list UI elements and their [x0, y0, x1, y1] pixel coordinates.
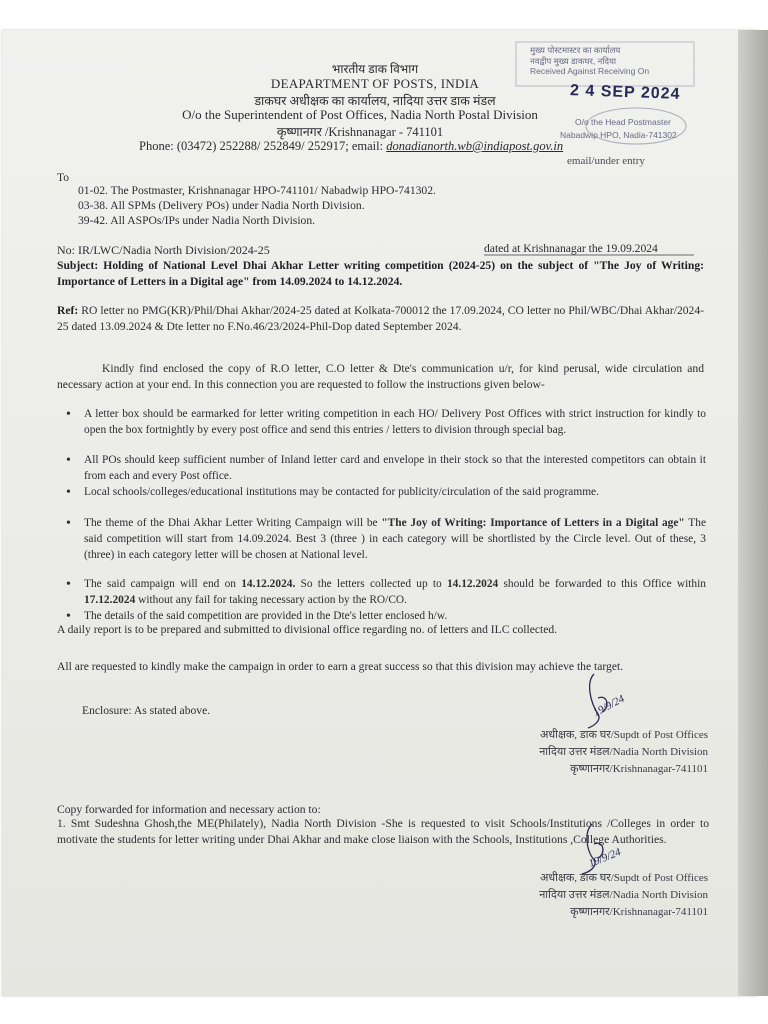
recipient-2: 03-38. All SPMs (Delivery POs) under Nadia North Division.: [78, 199, 365, 212]
bullet-text-5g: without any fail for taking necessary action by the RO/CO.: [135, 593, 407, 606]
intro-text: Kindly find enclosed the copy of R.O letter, C.O letter & Dte's communication u/r, for kind perusal, wide circulation and necessary action at your end. In this connection you are requested to follow the instructions given below-: [57, 362, 704, 391]
signature-date: 19/9/24: [591, 692, 627, 720]
enclosure: Enclosure: As stated above.: [82, 704, 211, 717]
subject: [57, 258, 704, 290]
stamp-date: 2 4 SEP 2024: [569, 82, 681, 103]
copy-item-text: 1. Smt Sudeshna Ghosh,the ME(Philately), Nadia North Division -She is requested to visit Schools/Institutions /Colleges in order to motivate the students for letter writing under Dhai Akhar and make close liaison with the Schools, Institutions ,College Authorities.: [57, 817, 709, 846]
email-link[interactable]: donadianorth.wb@indiapost.gov.in: [386, 139, 564, 153]
email-note: email/under entry: [567, 155, 645, 167]
office-hindi: डाकघर अधीक्षक का कार्यालय, नादिया उत्तर डाक मंडल: [254, 94, 496, 108]
bullet-text-4b: "The Joy of Writing: Importance of Letters in a Digital age": [381, 517, 685, 529]
list-item: [66, 407, 706, 439]
bullet-text-3: Local schools/colleges/educational institutions may be contacted for publicity/circulation of the said programme.: [84, 486, 599, 498]
to-label: To: [57, 171, 70, 184]
date-underline: [484, 254, 696, 257]
letter-number: No: IR/LWC/Nadia North Division/2024-25: [57, 243, 270, 257]
bullet-icon: •: [66, 516, 71, 531]
office-name: O/o the Superintendent of Post Offices, Nadia North Postal Division: [182, 107, 538, 122]
daily-report: A daily report is to be prepared and submitted to divisional office regarding no. of letters and ILC collected.: [57, 623, 558, 636]
bullet-icon: •: [66, 485, 71, 500]
stamp-line2: नवद्वीप मुख्य डाकघर, नदिया: [530, 56, 617, 66]
office-address: कृष्णानगर /Krishnanagar - 741101: [276, 125, 444, 139]
bullet-text-5e: should be forwarded to this Office within: [498, 578, 706, 590]
bullet-text-2: All POs should keep sufficient number of Inland letter card and envelope in their stock so that the interested competitors can obtain it from each and every Post office.: [84, 454, 706, 482]
scan-edge: [738, 30, 768, 996]
intro-paragraph: [57, 361, 704, 393]
dept-hindi: भारतीय डाक विभाग: [331, 62, 419, 76]
ref-label: Ref:: [57, 304, 82, 317]
letter-date: dated at Krishnanagar the 19.09.2024: [484, 242, 658, 255]
list-item: [66, 577, 706, 609]
bullet-text-1: A letter box should be earmarked for letter writing competition in each HO/ Delivery Post Offices with strict instruction for kindly to open the box fortnightly by every post office and send this entries / letters to division through special bag.: [84, 408, 706, 436]
bullet-text-6: The details of the said competition are provided in the Dte's letter enclosed h/w.: [84, 610, 448, 622]
bullet-text-5f: 17.12.2024: [84, 593, 136, 606]
bullet-icon: •: [66, 577, 71, 592]
list-item: [66, 485, 706, 501]
recipient-1: 01-02. The Postmaster, Krishnanagar HPO-741101/ Nabadwip HPO-741302.: [78, 184, 436, 197]
bullet-icon: •: [66, 609, 71, 624]
list-item: [66, 516, 706, 563]
signatory-title: अधीक्षक, डाक घर/Supdt of Post Offices: [539, 872, 708, 884]
signatory-location: कृष्णानगर/Krishnanagar-741101: [570, 906, 708, 918]
bullet-text-5a: The said campaign will end on: [84, 578, 242, 590]
bullet-text-5d: 14.12.2024: [446, 578, 499, 590]
bullet-text-4c: The said competition will start from 14.09.2024. Best 3 (three ) in each category will be shortlisted by the Circle level. Out of these, 3 (three) in each category letter will be chosen at National level.: [84, 517, 706, 561]
stamp-line4: O/o the Head Postmaster: [575, 117, 671, 127]
bullet-text-5c: So the letters collected up to: [295, 578, 447, 590]
subject-text: Holding of National Level Dhai Akhar Letter writing competition (2024-25) on the subject of "The Joy of Writing: Importance of Letters in a Digital age" from 14.09.2024 to 14.12.2024.: [57, 259, 704, 288]
bullet-text-5b: 14.12.2024.: [241, 578, 296, 590]
phone-text: Phone: (03472) 252288/ 252849/ 252917; email:: [139, 139, 387, 153]
ref-text: RO letter no PMG(KR)/Phil/Dhai Akhar/2024-25 dated at Kolkata-700012 the 17.09.2024, CO letter no Phil/WBC/Dhai Akhar/2024-25 dated 13.09.2024 & Dte letter no F.No.46/23/2024-Phil-Dop dated September 2024.: [57, 304, 705, 333]
bullet-text-4a: The theme of the Dhai Akhar Letter Writing Campaign will be: [84, 517, 382, 529]
reference: [57, 303, 704, 335]
subject-label: Subject:: [57, 259, 104, 272]
dept-name: DEAPARTMENT OF POSTS, INDIA: [270, 76, 480, 91]
stamp-line3: Received Against Receiving On: [530, 66, 650, 76]
request-text: All are requested to kindly make the campaign in order to earn a great success so that this division may achieve the target.: [57, 660, 624, 673]
signatory-division: नादिया उत्तर मंडल/Nadia North Division: [539, 746, 708, 758]
stamp-line5: Nabadwip HPO, Nadia-741302: [560, 130, 677, 140]
bullet-icon: •: [66, 453, 71, 468]
stamp-line1: मुख्य पोस्टमास्टर का कार्यालय: [530, 45, 621, 55]
recipient-3: 39-42. All ASPOs/IPs under Nadia North Division.: [78, 214, 316, 227]
signatory-division: नादिया उत्तर मंडल/Nadia North Division: [539, 889, 708, 901]
bullet-icon: •: [66, 407, 71, 422]
signature-date: 19/9/24: [586, 846, 623, 870]
signatory-location: कृष्णानगर/Krishnanagar-741101: [570, 763, 708, 775]
list-item: [66, 453, 706, 485]
signatory-title: अधीक्षक, डाक घर/Supdt of Post Offices: [539, 729, 708, 741]
copy-heading: Copy forwarded for information and necessary action to:: [57, 803, 321, 816]
